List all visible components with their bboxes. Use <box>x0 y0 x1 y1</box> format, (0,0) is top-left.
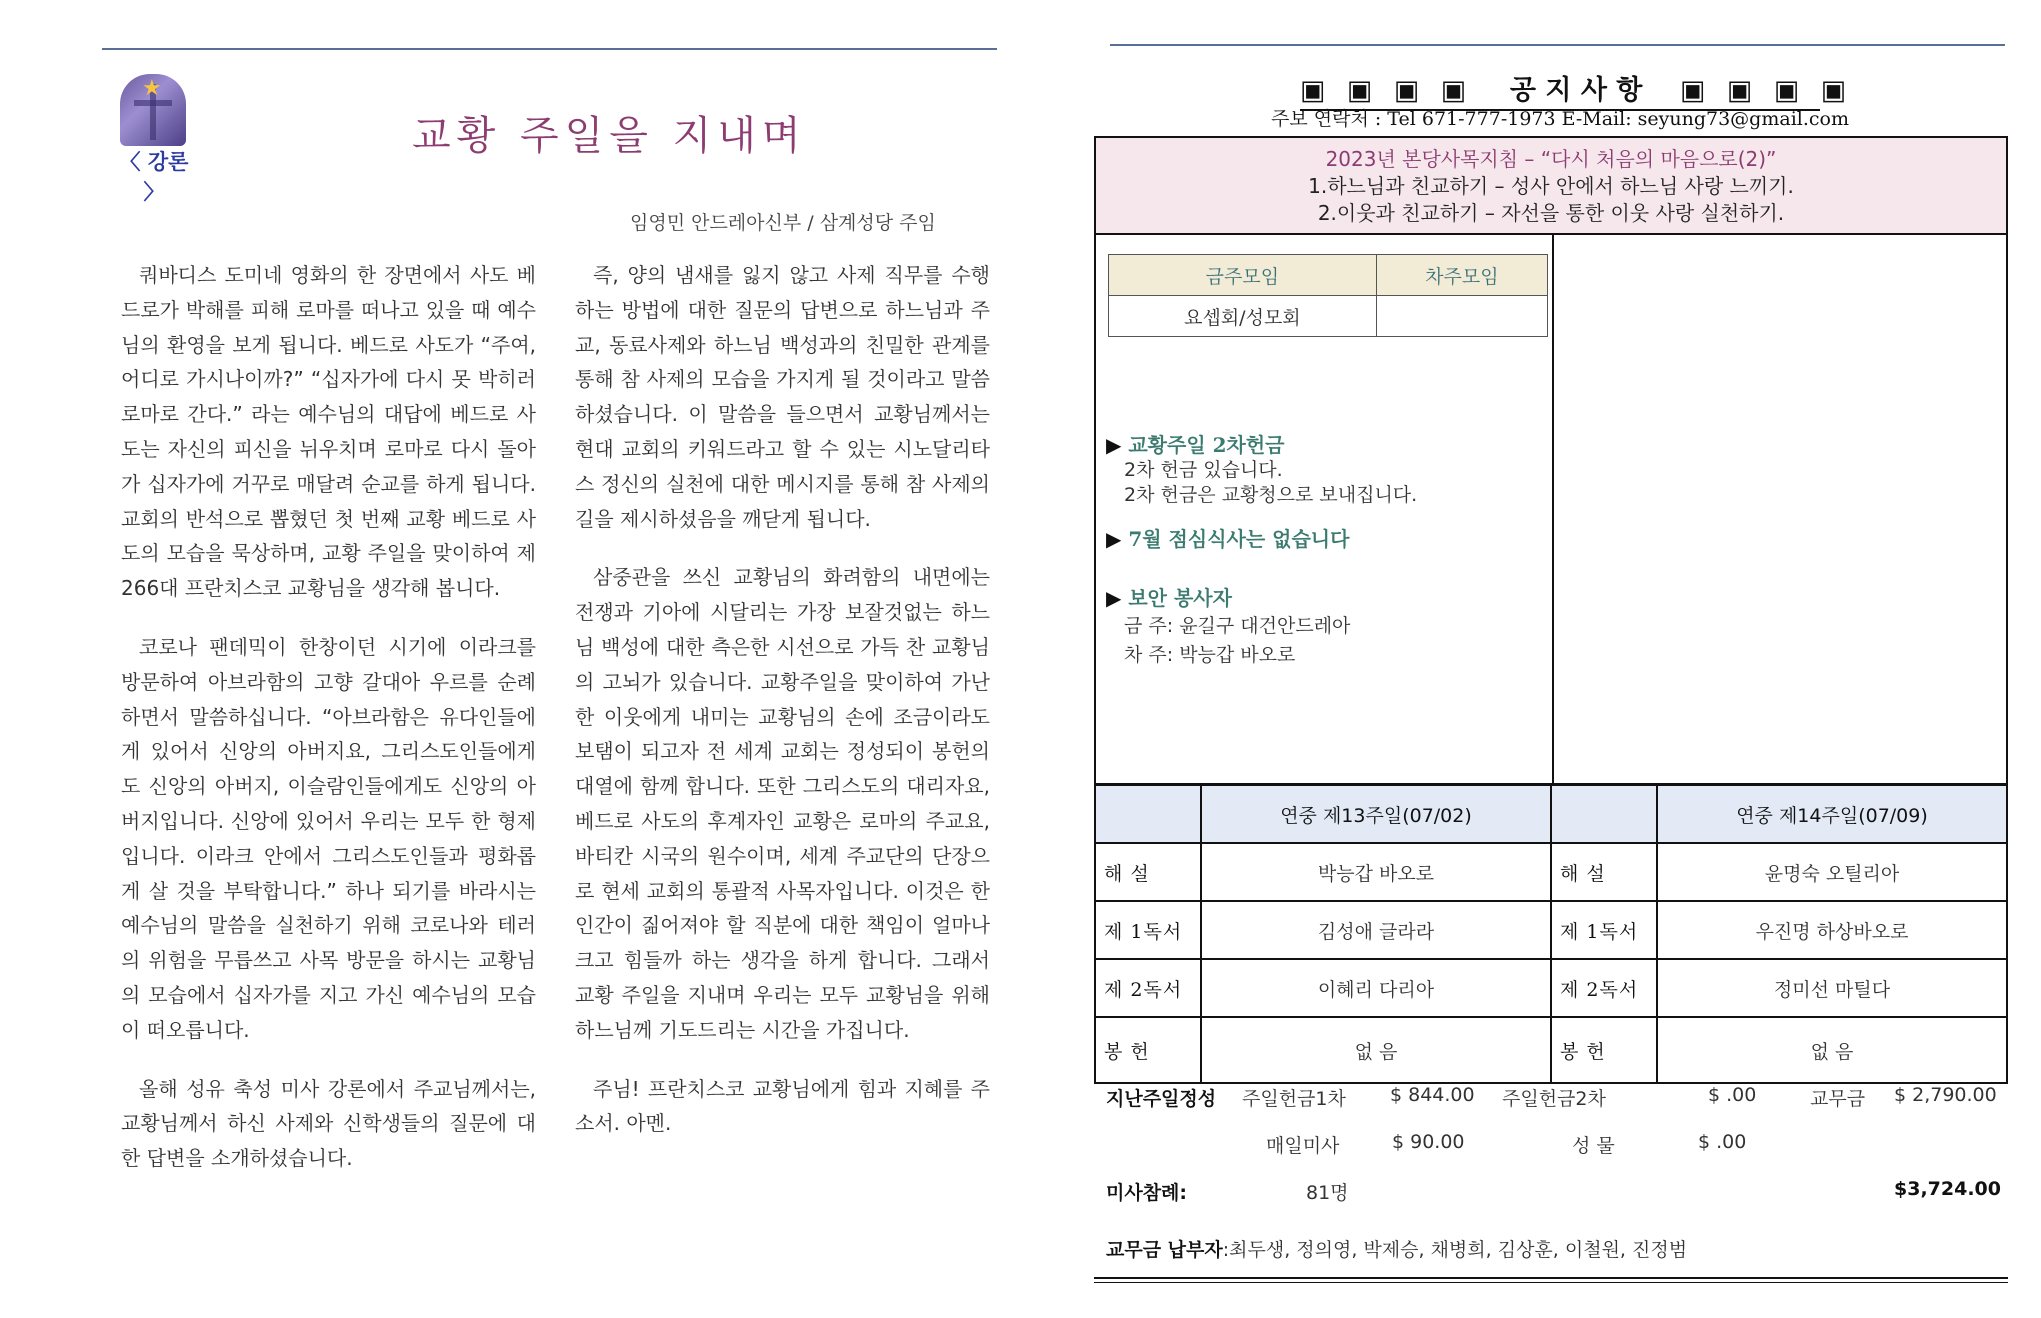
paragraph: 코로나 팬데믹이 한창이던 시기에 이라크를 방문하여 아브라함의 고향 갈대아 우르를 순례하면서 말씀하십니다. “아브라함은 유다인들에게 있어서 신앙의 아버지요, 그리스도인들에게도 신앙의 아버지, 이슬람인들에게도 신앙의 아버지입니다. 신앙에 있어서 우리는 모두 한 형제입니다. 이라크 안에서 그리스도인들과 평화롭게 살 것을 부탁합니다.” 하나 되기를 바라시는 예수님의 말씀을 실천하기 위해 코로나와 테러의 위험을 무릅쓰고 사목 방문을 하시는 교황님의 모습에서 십자가를 지고 가신 예수님의 모습이 떠오릅니다. <box>121 634 536 1042</box>
notice-area <box>1094 233 2008 785</box>
sermon-logo <box>118 74 190 204</box>
notice-line: 2차 헌금 있습니다. <box>1124 459 1283 481</box>
arrow-right-icon: ▶ <box>1106 527 1122 551</box>
daily-mass-value: $ 90.00 <box>1392 1131 1465 1153</box>
offering-1-value: $ 844.00 <box>1390 1084 1475 1106</box>
attendance-count: 81명 <box>1306 1182 1349 1204</box>
offering-label: 지난주일정성 <box>1106 1088 1217 1110</box>
notice-frame <box>1094 136 2010 1280</box>
byline: 임영민 안드레아신부 / 삼계성당 주임 <box>630 212 936 234</box>
article-column-1 <box>121 258 536 1176</box>
contribution-value: $ 2,790.00 <box>1894 1084 1997 1106</box>
week2-header: 연중 제14주일(07/09) <box>1657 785 2007 843</box>
meeting-next-week <box>1376 296 1547 337</box>
paragraph: 즉, 양의 냄새를 잃지 않고 사제 직무를 수행하는 방법에 대한 질문의 답변으로 하느님과 주교, 동료사제와 하느님 백성과의 친밀한 관계를 통해 참 사제의 모습을 가지게 될 것이라고 말씀하셨습니다. 이 말씀을 들으면서 교황님께서는 현대 교회의 키워드라고 할 수 있는 시노달리타스 정신의 실천에 대한 메시지를 통해 참 사제의 길을 제시하셨음을 깨닫게 됩니다. <box>575 263 990 531</box>
contact-info: 주보 연락처 : Tel 671-777-1973 E-Mail: seyung73@gmail.com <box>1271 108 1849 130</box>
daily-mass-label: 매일미사 <box>1266 1135 1340 1157</box>
article-title: 교황 주일을 지내며 <box>412 113 807 159</box>
week1-header: 연중 제13주일(07/02) <box>1201 785 1551 843</box>
week1-cell: 없 음 <box>1201 1017 1551 1083</box>
notice-title-offering: ▶ 교황주일 2차헌금 <box>1106 433 1285 457</box>
goods-label: 성 물 <box>1572 1135 1615 1157</box>
paragraph: 주님! 프란치스코 교황님에게 힘과 지혜를 주소서. 아멘. <box>575 1076 990 1136</box>
meeting-this-week: 요셉회/성모회 <box>1109 296 1377 337</box>
notice-title-security: ▶ 보안 봉사자 <box>1106 586 1232 610</box>
week2-cell: 없 음 <box>1657 1017 2007 1083</box>
paragraph: 삼중관을 쓰신 교황님의 화려함의 내면에는 전쟁과 기아에 시달리는 가장 보잘것없는 하느님 백성에 대한 측은한 시선으로 가득 찬 교황님의 고뇌가 있습니다. 교황주일을 맞이하여 가난한 이웃에게 내미는 교황님의 손에 조금이라도 보탬이 되고자 전 세계 교회는 정성되이 봉헌의 대열에 함께 합니다. 또한 그리스도의 대리자요, 베드로 사도의 후계자인 교황은 로마의 주교요, 바티칸 시국의 원수이며, 세계 주교단의 단장으로 현세 교회의 통괄적 사목자입니다. 이것은 한 인간이 짊어져야 할 직분에 대한 책임이 얼마나 크고 힘들까 하는 생각을 하게 합니다. 그래서 교황 주일을 지내며 우리는 모두 교황님을 위해 하느님께 기도드리는 시간을 가집니다. <box>575 565 990 1042</box>
top-rule-right <box>1110 44 2005 46</box>
offering-2-value: $ .00 <box>1708 1084 1757 1106</box>
bottom-rule <box>1094 1277 2008 1279</box>
offering-total: $3,724.00 <box>1894 1178 2001 1200</box>
divider <box>1552 233 1554 783</box>
role-label: 제 1독서 <box>1551 901 1657 959</box>
donors-line: 교무금 납부자:최두생, 정의영, 박제승, 채병희, 김상훈, 이철원, 진정범 <box>1106 1239 1688 1261</box>
week2-cell: 정미선 마틸다 <box>1657 959 2007 1017</box>
role-label: 제 2독서 <box>1095 959 1201 1017</box>
goods-value: $ .00 <box>1698 1131 1747 1153</box>
notice-title: 공 지 사 항 <box>1509 75 1643 106</box>
arrow-right-icon: ▶ <box>1106 586 1122 610</box>
pastoral-line: 2.이웃과 친교하기 – 자선을 통한 이웃 사랑 실천하기. <box>1317 201 1785 225</box>
meeting-header: 금주모임 <box>1109 255 1377 296</box>
arrow-right-icon: ▶ <box>1106 433 1122 457</box>
notice-line: 차 주: 박능갑 바오로 <box>1124 644 1296 666</box>
mass-schedule-table <box>1094 784 2008 1084</box>
attendance-label: 미사참례: <box>1106 1182 1188 1204</box>
top-rule-left <box>102 48 997 50</box>
role-label: 제 2독서 <box>1551 959 1657 1017</box>
offering-2-label: 주일헌금2차 <box>1502 1088 1606 1110</box>
role-label: 해 설 <box>1095 843 1201 901</box>
role-label: 봉 헌 <box>1095 1017 1201 1083</box>
role-label: 봉 헌 <box>1551 1017 1657 1083</box>
week1-cell: 박능갑 바오로 <box>1201 843 1551 901</box>
notice-title-lunch: ▶ 7월 점심식사는 없습니다 <box>1106 527 1350 551</box>
pastoral-line: 1.하느님과 친교하기 – 성사 안에서 하느님 사랑 느끼기. <box>1308 174 1794 198</box>
role-label: 해 설 <box>1551 843 1657 901</box>
week2-cell: 윤명숙 오틸리아 <box>1657 843 2007 901</box>
meeting-table <box>1108 254 1548 337</box>
square-ornament-icon: ▣ ▣ ▣ ▣ <box>1680 75 1853 106</box>
logo-label: 〈 강론 〉 <box>119 150 189 204</box>
pastoral-guidelines <box>1094 136 2008 235</box>
paragraph: 쿼바디스 도미네 영화의 한 장면에서 사도 베드로가 박해를 피해 로마를 떠나고 있을 때 예수님의 환영을 보게 됩니다. 베드로 사도가 “주여, 어디로 가시나이까?” “십자가에 다시 못 박히러 로마로 간다.” 라는 예수님의 대답에 베드로 사도는 자신의 피신을 뉘우치며 로마로 다시 돌아가 십자가에 거꾸로 매달려 순교를 하게 됩니다. 교회의 반석으로 뽑혔던 첫 번째 교황 베드로 사도의 모습을 묵상하며, 교황 주일을 맞이하여 제266대 프란치스코 교황님을 생각해 봅니다. <box>121 263 536 601</box>
week1-cell: 이혜리 다리아 <box>1201 959 1551 1017</box>
bottom-rule <box>1094 1282 2008 1283</box>
pastoral-title: 2023년 본당사목지침 – “다시 처음의 마음으로(2)” <box>1325 147 1777 171</box>
cross-logo-icon: ★ <box>120 74 186 146</box>
role-label: 제 1독서 <box>1095 901 1201 959</box>
week1-cell: 김성애 글라라 <box>1201 901 1551 959</box>
week2-cell: 우진명 하상바오로 <box>1657 901 2007 959</box>
offering-1-label: 주일헌금1차 <box>1242 1088 1346 1110</box>
meeting-header: 차주모임 <box>1376 255 1547 296</box>
paragraph: 올해 성유 축성 미사 강론에서 주교님께서는, 교황님께서 하신 사제와 신학생들의 질문에 대한 답변을 소개하셨습니다. <box>121 1076 536 1171</box>
notice-line: 금 주: 윤길구 대건안드레아 <box>1124 615 1351 637</box>
contribution-label: 교무금 <box>1810 1088 1866 1110</box>
notice-line: 2차 헌금은 교황청으로 보내집니다. <box>1124 484 1418 506</box>
article-column-2 <box>575 258 990 1141</box>
square-ornament-icon: ▣ ▣ ▣ ▣ <box>1300 75 1473 106</box>
